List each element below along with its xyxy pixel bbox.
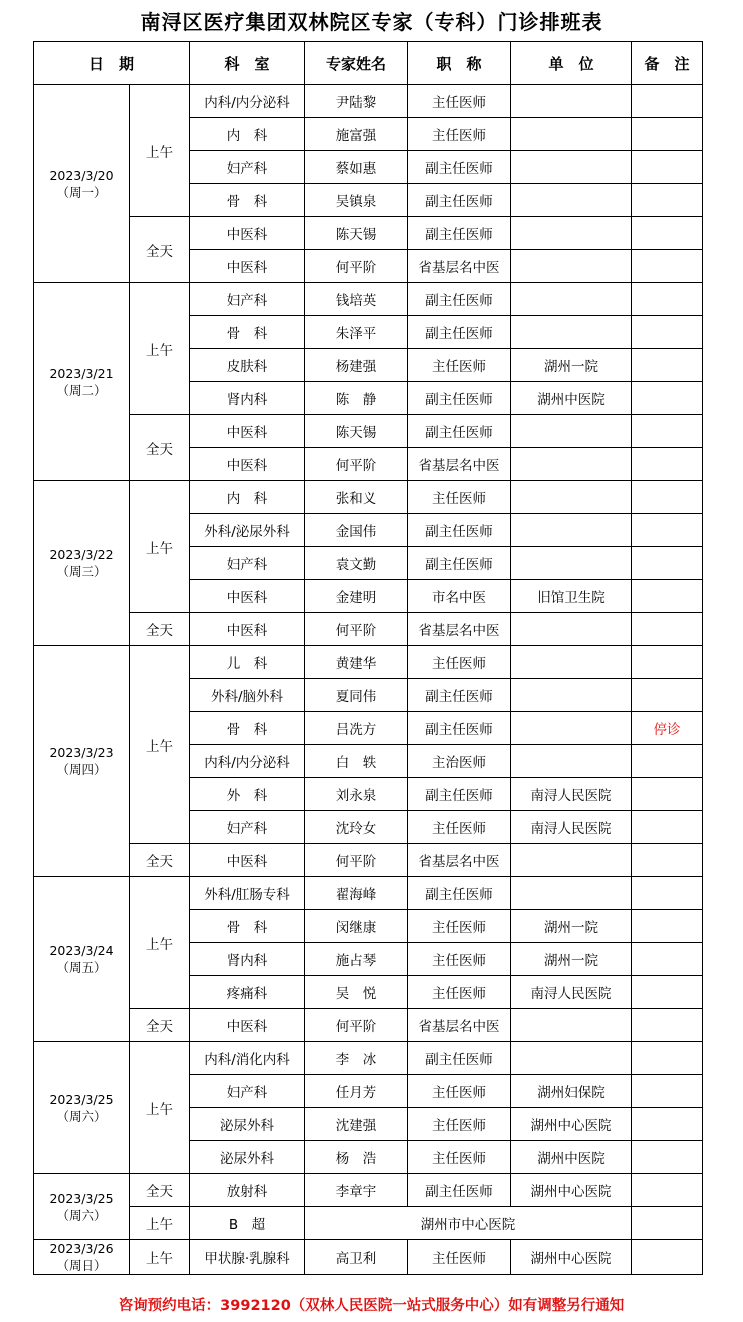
note-cell	[632, 514, 703, 547]
unit-cell: 湖州中心医院	[511, 1174, 632, 1207]
unit-cell	[511, 118, 632, 151]
rank-cell: 副主任医师	[408, 877, 511, 910]
rank-cell: 省基层名中医	[408, 613, 511, 646]
date-text: 2023/3/21	[49, 365, 114, 381]
unit-cell	[511, 481, 632, 514]
dept-cell: 骨 科	[190, 316, 305, 349]
dept-cell: 甲状腺·乳腺科	[190, 1240, 305, 1275]
rank-cell: 主任医师	[408, 976, 511, 1009]
doctor-cell: 钱培英	[305, 283, 408, 316]
dept-cell: 内科/内分泌科	[190, 85, 305, 118]
dept-cell: 骨 科	[190, 184, 305, 217]
note-cell	[632, 1207, 703, 1240]
doctor-cell: 陈 静	[305, 382, 408, 415]
schedule-row	[34, 415, 703, 448]
rank-cell: 主任医师	[408, 349, 511, 382]
doctor-cell: 陈天锡	[305, 415, 408, 448]
dept-cell: 中医科	[190, 448, 305, 481]
dept-cell: 儿 科	[190, 646, 305, 679]
doctor-cell: 朱泽平	[305, 316, 408, 349]
date-text: 2023/3/22	[49, 547, 114, 562]
doctor-cell: 金建明	[305, 580, 408, 613]
date-text: 2023/3/23	[49, 745, 114, 760]
note-cell	[632, 1108, 703, 1141]
unit-cell	[511, 613, 632, 646]
note-cell	[632, 877, 703, 910]
date-cell	[34, 1042, 130, 1174]
note-cell	[632, 118, 703, 151]
date-cell	[34, 283, 130, 481]
unit-cell	[511, 646, 632, 679]
doctor-cell: 沈玲女	[305, 811, 408, 844]
weekday-text: （周一）	[56, 184, 107, 200]
doctor-cell: 何平阶	[305, 613, 408, 646]
doctor-cell: 任月芳	[305, 1075, 408, 1108]
doctor-cell: 黄建华	[305, 646, 408, 679]
unit-cell: 湖州一院	[511, 943, 632, 976]
rank-cell: 副主任医师	[408, 514, 511, 547]
dept-cell: 骨 科	[190, 712, 305, 745]
dept-cell: 妇产科	[190, 283, 305, 316]
note-cell	[632, 547, 703, 580]
weekday-text: （周二）	[56, 382, 107, 398]
dept-cell: 泌尿外科	[190, 1141, 305, 1174]
rank-cell: 主任医师	[408, 1141, 511, 1174]
header-rank: 职 称	[408, 42, 511, 85]
period-cell: 全天	[130, 613, 190, 646]
date-cell	[34, 481, 130, 646]
rank-cell: 副主任医师	[408, 184, 511, 217]
unit-cell	[511, 745, 632, 778]
schedule-row	[34, 1174, 703, 1207]
schedule-body	[34, 85, 703, 1275]
doctor-cell: 白 轶	[305, 745, 408, 778]
dept-cell: 妇产科	[190, 547, 305, 580]
rank-cell: 省基层名中医	[408, 844, 511, 877]
note-cell	[632, 811, 703, 844]
doctor-cell: 何平阶	[305, 1009, 408, 1042]
doctor-cell: 李 冰	[305, 1042, 408, 1075]
unit-cell	[511, 415, 632, 448]
note-cell	[632, 217, 703, 250]
rank-cell: 市名中医	[408, 580, 511, 613]
unit-cell	[511, 283, 632, 316]
period-cell: 全天	[130, 1174, 190, 1207]
doctor-cell: 翟海峰	[305, 877, 408, 910]
header-date: 日 期	[34, 42, 190, 85]
rank-cell: 副主任医师	[408, 1174, 511, 1207]
period-cell: 上午	[130, 877, 190, 1009]
dept-cell: 中医科	[190, 217, 305, 250]
period-cell: 全天	[130, 217, 190, 283]
dept-cell: 妇产科	[190, 811, 305, 844]
period-cell: 上午	[130, 481, 190, 613]
header-doctor: 专家姓名	[305, 42, 408, 85]
rank-cell: 副主任医师	[408, 415, 511, 448]
weekday-text: （周五）	[56, 960, 107, 975]
note-cell	[632, 1174, 703, 1207]
unit-cell	[511, 547, 632, 580]
date-text: 2023/3/26	[49, 1241, 114, 1256]
unit-cell: 湖州妇保院	[511, 1075, 632, 1108]
dept-cell: 内科/内分泌科	[190, 745, 305, 778]
unit-cell: 湖州中心医院	[511, 1240, 632, 1275]
doctor-cell: 高卫利	[305, 1240, 408, 1275]
schedule-row	[34, 85, 703, 118]
period-cell: 上午	[130, 1240, 190, 1275]
schedule-row	[34, 217, 703, 250]
doctor-cell: 吕冼方	[305, 712, 408, 745]
unit-cell: 南浔人民医院	[511, 976, 632, 1009]
note-cell	[632, 1009, 703, 1042]
unit-cell	[511, 1009, 632, 1042]
dept-cell: 内科/消化内科	[190, 1042, 305, 1075]
doctor-cell: 蔡如惠	[305, 151, 408, 184]
unit-cell: 旧馆卫生院	[511, 580, 632, 613]
note-cell	[632, 844, 703, 877]
note-cell	[632, 745, 703, 778]
period-cell: 全天	[130, 844, 190, 877]
note-cell	[632, 415, 703, 448]
dept-cell: 皮肤科	[190, 349, 305, 382]
doctor-cell: 吴镇泉	[305, 184, 408, 217]
dept-cell: 外科/肛肠专科	[190, 877, 305, 910]
doctor-cell: 何平阶	[305, 844, 408, 877]
dept-cell: 中医科	[190, 415, 305, 448]
unit-cell	[511, 514, 632, 547]
date-cell	[34, 1240, 130, 1275]
note-cell	[632, 316, 703, 349]
note-cell	[632, 646, 703, 679]
unit-cell: 湖州中医院	[511, 1141, 632, 1174]
unit-cell	[511, 184, 632, 217]
dept-cell: 内 科	[190, 118, 305, 151]
doctor-cell: 施富强	[305, 118, 408, 151]
unit-cell	[511, 217, 632, 250]
note-cell	[632, 151, 703, 184]
rank-cell: 副主任医师	[408, 316, 511, 349]
date-cell	[34, 1174, 130, 1240]
note-cell	[632, 1141, 703, 1174]
date-text: 2023/3/25	[49, 1190, 114, 1206]
note-cell	[632, 382, 703, 415]
page-title: 南浔区医疗集团双林院区专家（专科）门诊排班表	[140, 10, 603, 34]
note-cell	[632, 1042, 703, 1075]
dept-cell: 外科/泌尿外科	[190, 514, 305, 547]
date-cell	[34, 877, 130, 1042]
unit-cell	[511, 448, 632, 481]
rank-cell: 主任医师	[408, 481, 511, 514]
note-cell	[632, 250, 703, 283]
schedule-row	[34, 844, 703, 877]
schedule-row	[34, 613, 703, 646]
rank-cell: 省基层名中医	[408, 250, 511, 283]
rank-cell: 副主任医师	[408, 712, 511, 745]
dept-cell: 中医科	[190, 250, 305, 283]
unit-cell	[511, 250, 632, 283]
dept-cell: 放射科	[190, 1174, 305, 1207]
dept-cell: 中医科	[190, 613, 305, 646]
unit-cell	[511, 1042, 632, 1075]
note-cell	[632, 448, 703, 481]
rank-cell: 省基层名中医	[408, 448, 511, 481]
doctor-cell: 吴 悦	[305, 976, 408, 1009]
note-cell	[632, 481, 703, 514]
period-cell: 上午	[130, 283, 190, 415]
rank-cell: 副主任医师	[408, 151, 511, 184]
doctor-cell: 陈天锡	[305, 217, 408, 250]
schedule-row	[34, 877, 703, 910]
dept-cell: 妇产科	[190, 1075, 305, 1108]
date-text: 2023/3/24	[49, 943, 114, 958]
note-cell	[632, 976, 703, 1009]
schedule-row	[34, 481, 703, 514]
note-cell	[632, 580, 703, 613]
weekday-text: （周六）	[56, 1108, 107, 1124]
rank-cell: 副主任医师	[408, 679, 511, 712]
period-cell: 上午	[130, 1207, 190, 1240]
period-cell: 全天	[130, 415, 190, 481]
period-cell: 上午	[130, 1042, 190, 1174]
merged-unit-cell: 湖州市中心医院	[305, 1207, 632, 1240]
rank-cell: 副主任医师	[408, 217, 511, 250]
header-row	[34, 42, 703, 85]
rank-cell: 主任医师	[408, 910, 511, 943]
period-cell: 全天	[130, 1009, 190, 1042]
schedule-row	[34, 1009, 703, 1042]
note-cell	[632, 778, 703, 811]
doctor-cell: 杨 浩	[305, 1141, 408, 1174]
doctor-cell: 杨建强	[305, 349, 408, 382]
dept-cell: 肾内科	[190, 943, 305, 976]
note-cell	[632, 184, 703, 217]
unit-cell: 南浔人民医院	[511, 778, 632, 811]
dept-cell: 骨 科	[190, 910, 305, 943]
doctor-cell: 夏同伟	[305, 679, 408, 712]
note-cell	[632, 349, 703, 382]
dept-cell: B 超	[190, 1207, 305, 1240]
dept-cell: 中医科	[190, 1009, 305, 1042]
doctor-cell: 袁文勤	[305, 547, 408, 580]
doctor-cell: 刘永泉	[305, 778, 408, 811]
rank-cell: 主治医师	[408, 745, 511, 778]
unit-cell	[511, 877, 632, 910]
unit-cell: 湖州中医院	[511, 382, 632, 415]
unit-cell: 南浔人民医院	[511, 811, 632, 844]
unit-cell	[511, 679, 632, 712]
doctor-cell: 张和义	[305, 481, 408, 514]
note-cell	[632, 679, 703, 712]
note-cell	[632, 1075, 703, 1108]
weekday-text: （周六）	[56, 1207, 107, 1223]
unit-cell: 湖州一院	[511, 349, 632, 382]
rank-cell: 副主任医师	[408, 382, 511, 415]
dept-cell: 外 科	[190, 778, 305, 811]
weekday-text: （周四）	[56, 762, 107, 777]
period-cell: 上午	[130, 85, 190, 217]
dept-cell: 中医科	[190, 844, 305, 877]
rank-cell: 副主任医师	[408, 1042, 511, 1075]
rank-cell: 主任医师	[408, 1240, 511, 1275]
dept-cell: 外科/脑外科	[190, 679, 305, 712]
schedule-row	[34, 1240, 703, 1275]
rank-cell: 主任医师	[408, 646, 511, 679]
unit-cell	[511, 844, 632, 877]
rank-cell: 主任医师	[408, 118, 511, 151]
doctor-cell: 沈建强	[305, 1108, 408, 1141]
dept-cell: 中医科	[190, 580, 305, 613]
schedule-row	[34, 646, 703, 679]
doctor-cell: 李章宇	[305, 1174, 408, 1207]
doctor-cell: 何平阶	[305, 448, 408, 481]
note-cell	[632, 910, 703, 943]
rank-cell: 主任医师	[408, 1108, 511, 1141]
note-cell-suspended: 停诊	[632, 712, 703, 745]
schedule-row	[34, 1042, 703, 1075]
weekday-text: （周日）	[56, 1258, 107, 1273]
rank-cell: 主任医师	[408, 943, 511, 976]
schedule-row	[34, 1207, 703, 1240]
unit-cell	[511, 712, 632, 745]
note-cell	[632, 943, 703, 976]
header-note: 备 注	[632, 42, 703, 85]
note-cell	[632, 85, 703, 118]
rank-cell: 副主任医师	[408, 283, 511, 316]
unit-cell: 湖州一院	[511, 910, 632, 943]
dept-cell: 泌尿外科	[190, 1108, 305, 1141]
schedule-row	[34, 283, 703, 316]
rank-cell: 主任医师	[408, 811, 511, 844]
dept-cell: 内 科	[190, 481, 305, 514]
footer-notice: 咨询预约电话：3992120（双林人民医院一站式服务中心）如有调整另行通知	[118, 1298, 625, 1314]
unit-cell	[511, 151, 632, 184]
header-dept: 科 室	[190, 42, 305, 85]
unit-cell: 湖州中心医院	[511, 1108, 632, 1141]
note-cell	[632, 283, 703, 316]
rank-cell: 副主任医师	[408, 778, 511, 811]
unit-cell	[511, 85, 632, 118]
rank-cell: 省基层名中医	[408, 1009, 511, 1042]
date-cell	[34, 646, 130, 877]
rank-cell: 主任医师	[408, 1075, 511, 1108]
weekday-text: （周三）	[56, 564, 107, 579]
header-unit: 单 位	[511, 42, 632, 85]
date-cell	[34, 85, 130, 283]
doctor-cell: 尹陆黎	[305, 85, 408, 118]
rank-cell: 主任医师	[408, 85, 511, 118]
dept-cell: 妇产科	[190, 151, 305, 184]
note-cell	[632, 1240, 703, 1275]
period-cell: 上午	[130, 646, 190, 844]
schedule-table	[33, 41, 703, 1275]
date-text: 2023/3/20	[49, 167, 114, 183]
unit-cell	[511, 316, 632, 349]
doctor-cell: 何平阶	[305, 250, 408, 283]
note-cell	[632, 613, 703, 646]
date-text: 2023/3/25	[49, 1091, 114, 1107]
doctor-cell: 施占琴	[305, 943, 408, 976]
rank-cell: 副主任医师	[408, 547, 511, 580]
doctor-cell: 闵继康	[305, 910, 408, 943]
doctor-cell: 金国伟	[305, 514, 408, 547]
dept-cell: 疼痛科	[190, 976, 305, 1009]
dept-cell: 肾内科	[190, 382, 305, 415]
